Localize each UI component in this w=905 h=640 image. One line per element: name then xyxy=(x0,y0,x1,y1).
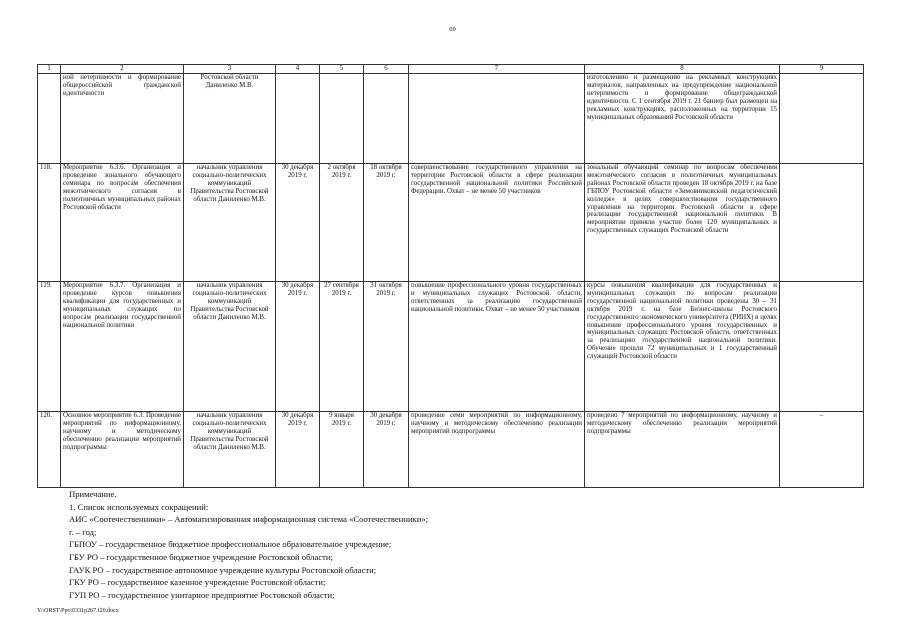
row-number: 118. xyxy=(38,164,61,282)
event-name: Основное мероприятие 6.3. Проведение мероприятий по информационному, научному и методическому обеспечению реализации мероприятий подпрограммы xyxy=(61,412,184,488)
row-number: 119. xyxy=(38,282,61,412)
event-name: Мероприятие 6.3.6. Организация и проведение зонального обучающего семинара по вопросам обеспечения межэтнического согласия в полиэтничных муниципальных районах Ростовской области xyxy=(61,164,184,282)
event-name: ной нетерпимости и формирование общероссийской гражданской идентичности xyxy=(61,74,184,164)
note-line: г. – год; xyxy=(69,526,97,537)
header-cell: 2 xyxy=(61,65,184,74)
executor: начальник управления социально-политических коммуникаций Правительства Ростовской области Даниленко М.В. xyxy=(184,164,276,282)
row-number: 120. xyxy=(38,412,61,488)
header-cell: 3 xyxy=(184,65,276,74)
end-date: 30 декабря 2019 г. xyxy=(364,412,409,488)
table-row xyxy=(38,282,864,412)
problems xyxy=(780,282,864,412)
table-header-row xyxy=(38,65,864,74)
table-row xyxy=(38,164,864,282)
end-date xyxy=(364,74,409,164)
problems xyxy=(780,164,864,282)
header-cell: 8 xyxy=(585,65,780,74)
header-cell: 4 xyxy=(276,65,320,74)
expected-result: совершенствование государственного управления на территории Ростовской области в сфере реализации государственной национальной политики Российской Федерации. Охват – не менее 50 участников xyxy=(409,164,585,282)
executor: начальник управления социально-политических коммуникаций Правительства Ростовской области Даниленко М.В. xyxy=(184,412,276,488)
executor: Ростовской области Даниленко М.В. xyxy=(184,74,276,164)
note-line: ГБУ РО – государственное бюджетное учреждение Ростовской области; xyxy=(69,551,333,562)
table-row xyxy=(38,74,864,164)
start-date xyxy=(320,74,364,164)
expected-result xyxy=(409,74,585,164)
note-line: ГАУК РО – государственное автономное учреждение культуры Ростовской области; xyxy=(69,564,377,575)
plan-date: 30 декабря 2019 г. xyxy=(276,412,320,488)
plan-date: 30 декабря 2019 г. xyxy=(276,282,320,412)
header-cell: 7 xyxy=(409,65,585,74)
start-date: 2 октября 2019 г. xyxy=(320,164,364,282)
note-line: ГКУ РО – государственное казенное учреждение Ростовской области; xyxy=(69,577,326,588)
start-date: 27 сентября 2019 г. xyxy=(320,282,364,412)
expected-result: повышение профессионального уровня государственных и муниципальных служащих Ростовской области, ответственных за реализацию государственной национальной политики. Охват – не менее 50 участников xyxy=(409,282,585,412)
executor: начальник управления социально-политических коммуникаций Правительства Ростовской области Даниленко М.В. xyxy=(184,282,276,412)
problems: – xyxy=(780,412,864,488)
actual-result: проведено 7 мероприятий по информационному, научному и методическому обеспечению реализации мероприятий подпрограммы xyxy=(585,412,780,488)
note-line: ГУП РО – государственное унитарное предприятие Ростовской области; xyxy=(69,589,335,600)
actual-result: курсы повышения квалификации для государственных и муниципальных служащих по вопросам реализации государственной национальной политики проведены 30 – 31 октября 2019 г. на базе Бизнес-школы Ростовского государственного экономического университета (РИНХ) в целях повышения профессионального уровня государственных и муниципальных служащих Ростовской области, ответственных за реализацию государственной национальной политики. Обучение прошли 72 муниципальных и 1 государственный служащий Ростовской области xyxy=(585,282,780,412)
plan-date: 30 декабря 2019 г. xyxy=(276,164,320,282)
expected-result: проведение семи мероприятий по информационному, научному и методическому обеспечению реализации мероприятий подпрограммы xyxy=(409,412,585,488)
start-date: 9 января 2019 г. xyxy=(320,412,364,488)
row-number xyxy=(38,74,61,164)
actual-result: изготовлению и размещению на рекламных конструкциях материалов, направленных на предупреждение национальной нетерпимости и формирование общегражданской идентичности. С 1 сентября 2019 г. 21 баннер был размещен на рекламных конструкциях, расположенных на территории 15 муниципальных образований Ростовской области xyxy=(585,74,780,164)
notes-title: Примечание. xyxy=(69,489,117,499)
notes-section xyxy=(69,488,849,601)
page-number: 69 xyxy=(449,26,456,33)
plan-date xyxy=(276,74,320,164)
report-table xyxy=(37,64,864,488)
end-date: 18 октября 2019 г. xyxy=(364,164,409,282)
table-row xyxy=(38,412,864,488)
header-cell: 6 xyxy=(364,65,409,74)
actual-result: зональный обучающий семинар по вопросам обеспечения межэтнического согласия в полиэтничных муниципальных районах Ростовской области проведен 18 октября 2019 г. на базе ГБПОУ Ростовской области «Зимовниковский педагогический колледж» в целях совершенствования государственного управления на территории Ростовской области в сфере реализации государственной национальной политики. В мероприятии приняли участие более 120 муниципальных и государственных служащих Ростовской области xyxy=(585,164,780,282)
header-cell: 1 xyxy=(38,65,61,74)
footer-file-path: Y:\ORST\Ppo\0331p267.f20.docx xyxy=(37,608,119,614)
header-cell: 5 xyxy=(320,65,364,74)
note-line: АИС «Соотечественники» – Автоматизированная информационная система «Соотечественники»; xyxy=(69,514,429,525)
end-date: 31 октября 2019 г. xyxy=(364,282,409,412)
note-line: 1. Список используемых сокращений: xyxy=(69,501,209,512)
problems xyxy=(780,74,864,164)
event-name: Мероприятие 6.3.7. Организация и проведение курсов повышения квалификации для государственных и муниципальных служащих по вопросам реализации государственной национальной политики xyxy=(61,282,184,412)
note-line: ГБПОУ – государственное бюджетное профессиональное образовательное учреждение; xyxy=(69,539,392,550)
header-cell: 9 xyxy=(780,65,864,74)
